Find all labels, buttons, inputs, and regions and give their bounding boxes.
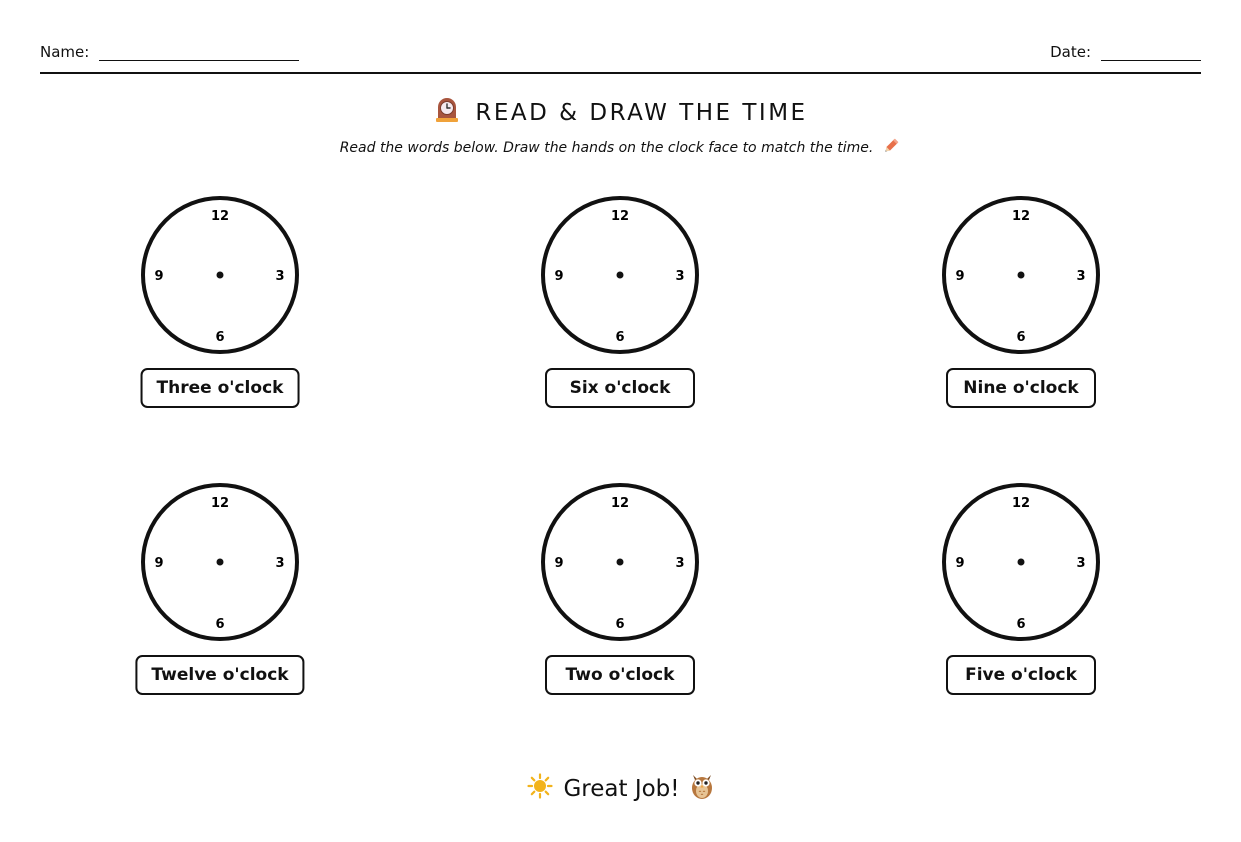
clock-number-6: 6 <box>1016 330 1026 345</box>
clock-card-4 <box>110 483 330 713</box>
date-label: Date: <box>1050 43 1091 61</box>
mantel-clock-icon <box>433 96 461 130</box>
time-label: Five o'clock <box>946 655 1096 695</box>
clock-number-9: 9 <box>154 269 164 284</box>
time-label: Twelve o'clock <box>135 655 304 695</box>
clock-face[interactable] <box>942 196 1100 354</box>
header-row <box>40 40 1201 74</box>
date-field <box>1050 43 1201 61</box>
clock-number-6: 6 <box>1016 617 1026 632</box>
clock-number-9: 9 <box>955 556 965 571</box>
clock-face[interactable] <box>541 196 699 354</box>
clock-card-1 <box>110 196 330 426</box>
pencil-icon <box>881 136 901 160</box>
clock-number-6: 6 <box>615 330 625 345</box>
clock-number-12: 12 <box>210 496 230 511</box>
clock-number-12: 12 <box>610 209 630 224</box>
time-label: Six o'clock <box>545 368 695 408</box>
time-label: Nine o'clock <box>946 368 1096 408</box>
clock-card-6 <box>911 483 1131 713</box>
clock-number-12: 12 <box>1011 496 1031 511</box>
clock-number-12: 12 <box>1011 209 1031 224</box>
instructions-text: Read the words below. Draw the hands on the clock face to match the time. <box>339 140 874 156</box>
date-blank-line[interactable] <box>1101 43 1201 61</box>
clock-number-3: 3 <box>675 556 685 571</box>
owl-icon <box>690 772 714 806</box>
clock-number-6: 6 <box>615 617 625 632</box>
clock-number-9: 9 <box>554 556 564 571</box>
clock-number-3: 3 <box>1076 556 1086 571</box>
clock-number-3: 3 <box>675 269 685 284</box>
clock-number-9: 9 <box>955 269 965 284</box>
clock-number-3: 3 <box>275 556 285 571</box>
clock-face[interactable] <box>141 483 299 641</box>
clock-card-3 <box>911 196 1131 426</box>
clock-card-5 <box>510 483 730 713</box>
footer-text: Great Job! <box>563 776 680 802</box>
title-text: READ & DRAW THE TIME <box>475 100 808 126</box>
footer-message <box>0 772 1241 806</box>
clock-card-2 <box>510 196 730 426</box>
clock-number-6: 6 <box>215 617 225 632</box>
clock-number-3: 3 <box>1076 269 1086 284</box>
clock-number-12: 12 <box>210 209 230 224</box>
name-blank-line[interactable] <box>99 43 299 61</box>
time-label: Two o'clock <box>545 655 695 695</box>
clock-face[interactable] <box>141 196 299 354</box>
page-title <box>0 96 1241 130</box>
name-field <box>40 43 299 61</box>
clock-number-3: 3 <box>275 269 285 284</box>
clock-number-9: 9 <box>554 269 564 284</box>
clock-number-12: 12 <box>610 496 630 511</box>
clock-face[interactable] <box>541 483 699 641</box>
clock-number-6: 6 <box>215 330 225 345</box>
clock-face[interactable] <box>942 483 1100 641</box>
sun-icon <box>527 773 553 805</box>
clock-number-9: 9 <box>154 556 164 571</box>
instructions <box>0 136 1241 160</box>
name-label: Name: <box>40 43 90 61</box>
time-label: Three o'clock <box>141 368 300 408</box>
